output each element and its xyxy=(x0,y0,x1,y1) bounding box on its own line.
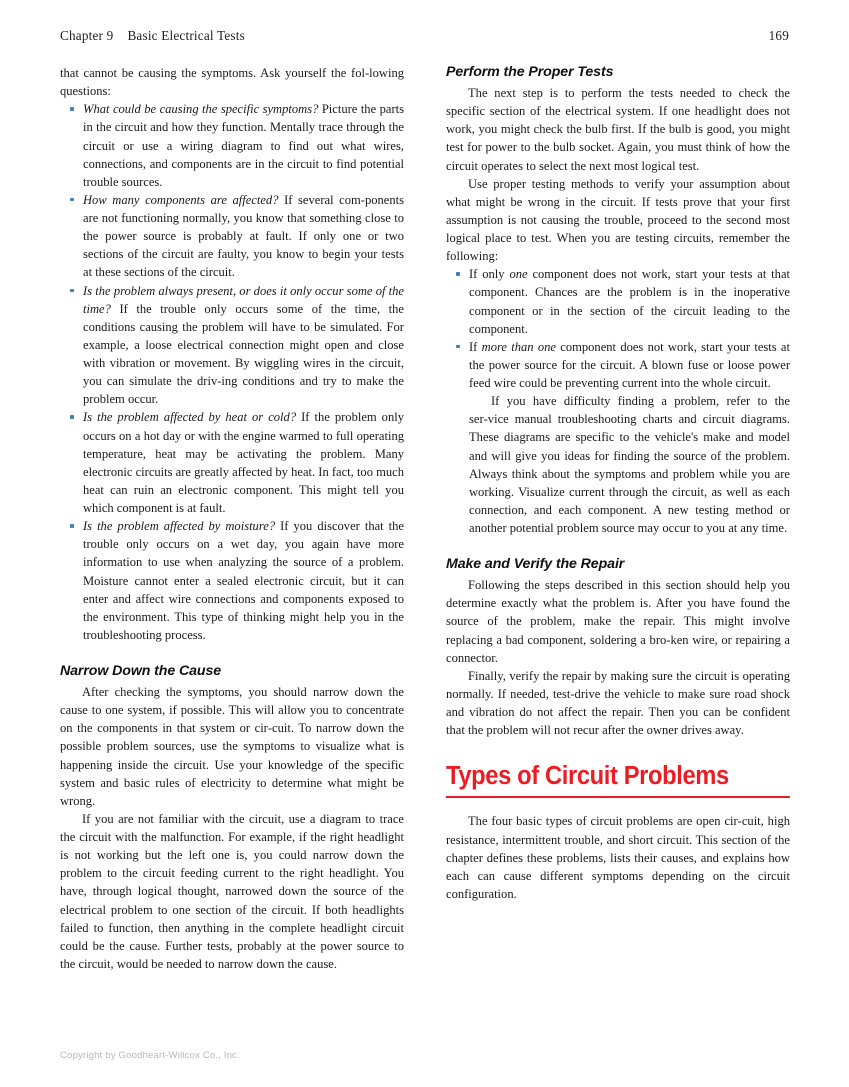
list-item xyxy=(60,100,404,191)
list-item-lead-in: Is the problem affected by heat or cold? xyxy=(83,410,297,425)
list-item-prefix: If only xyxy=(469,267,510,282)
left-column xyxy=(60,64,404,973)
page-number: 169 xyxy=(768,28,789,43)
list-item-body: Picture the parts in the circuit and how they function. Mentally trace through the circuit or use a wiring diagram to find out what wires, connections, and components are in the circuit to find potential trouble sources. xyxy=(83,102,404,189)
chapter-title: Basic Electrical Tests xyxy=(127,28,245,43)
bullet-dot-icon xyxy=(456,272,460,276)
list-item-lead-in: Is the problem affected by moisture? xyxy=(83,519,276,534)
carryover-paragraph: that cannot be causing the symptoms. Ask yourself the fol‑lowing questions: xyxy=(60,66,404,99)
paragraph: If you have difficulty finding a problem, refer to the ser‑vice manual troubleshooting charts and circuit diagrams. These diagrams are specific to the vehicle's make and model and will give you ideas for finding the source of the problem. Always think about the symptoms and problem while you are working. Visualize current through the circuit, as well as each connection, and each component. A new testing method or another potential problem source may occur to you at any time. xyxy=(469,394,790,536)
list-item xyxy=(60,191,404,282)
chapter-label: Chapter 9 xyxy=(60,28,114,43)
paragraph: Use proper testing methods to verify your assumption about what might be wrong in the circuit. If tests prove that your first assumption is not causing the trouble, proceed to the second most logical place to test. When you are testing circuits, remember the following: xyxy=(446,176,790,264)
paragraph: Following the steps described in this section should help you determine exactly what the problem is. After you have found the source of the problem, make the repair. This might involve replacing a bad component, soldering a bro‑ken wire, or repairing a connector. xyxy=(446,578,790,665)
diagnostic-questions-list xyxy=(60,100,404,644)
heading-rule-divider xyxy=(446,796,790,799)
bullet-dot-icon xyxy=(70,289,74,293)
paragraph: The four basic types of circuit problems are open cir‑cuit, high resistance, intermittent trouble, and short circuit. This section of the chapter defines these problems, lists their causes, and explains how each can cause different symptoms depending on the circuit configuration. xyxy=(446,814,790,901)
list-item-body: If the problem only occurs on a hot day or with the engine warmed to full operating temperature, heat may be activating the problem. Many electronic circuits are greatly affected by heat. In fact, too much heat can ruin an electronic component. This might tell you which component is at fault. xyxy=(83,410,404,515)
list-item xyxy=(60,517,404,644)
copyright-footer: Copyright by Goodheart-Willcox Co., Inc. xyxy=(60,1050,240,1061)
paragraph: If you are not familiar with the circuit, use a diagram to trace the circuit with the malfunction. For example, if the right headlight is not working but the left one is, you could narrow down the problem to the circuit feeding current to the right headlight. You have, through logical thought, narrowed down the source of the electrical problem to one section of the circuit. If both headlights failed to function, then anything in the complete headlight circuit could be the cause. Further tests, probably at the power source to the circuit, would be needed to narrow down the cause. xyxy=(60,811,404,971)
bullet-dot-icon xyxy=(456,345,460,349)
section-heading-types-of-circuit-problems: Types of Circuit Problems xyxy=(446,762,729,791)
list-item-body: If you discover that the trouble only occurs on a wet day, you again have more information to use when analyzing the source of a problem. Moisture cannot enter a sealed electronic circuit, but it can enter and affect wire connections and components exposed to the environment. This type of thinking might help you in the troubleshooting process. xyxy=(83,519,404,642)
list-item xyxy=(60,282,404,409)
major-section-heading-block xyxy=(446,763,790,798)
list-item-emphasis: one xyxy=(509,267,528,282)
section-heading-perform-the-proper-tests: Perform the Proper Tests xyxy=(446,64,614,80)
body-columns xyxy=(60,64,790,973)
list-item xyxy=(446,265,790,338)
bullet-dot-icon xyxy=(70,415,74,419)
bullet-dot-icon xyxy=(70,107,74,111)
right-column xyxy=(446,64,790,973)
paragraph: Finally, verify the repair by making sure the circuit is operating normally. If needed, test-drive the vehicle to make sure road shock and vibration do not affect the repair. Then you can be confident that the problem will not recur after the owner drives away. xyxy=(446,668,790,738)
paragraph: After checking the symptoms, you should narrow down the cause to one system, if possible. This will allow you to concentrate on the components in that system or cir‑cuit. To narrow down the possible problem sources, use the symptoms to visualize what is happening inside the circuit. Use your knowledge of the specific system and basic rules of electricity to determine what might be wrong. xyxy=(60,685,404,808)
running-head-left xyxy=(60,28,245,44)
list-item xyxy=(60,408,404,517)
paragraph: The next step is to perform the tests needed to check the specific section of the electrical system. If one headlight does not work, you might check the bulb first. If the bulb is good, you might test for power to the bulb socket. Again, you must think of how the circuit operates to select the next most logical test. xyxy=(446,86,790,173)
list-item-body: If several com‑ponents are not functioning normally, you know that something close to the power source is probably at fault. If only one or two sections of the circuit are faulty, you know to begin your tests at these sections of the circuit. xyxy=(83,192,404,280)
list-item-emphasis: more than one xyxy=(481,339,556,354)
list-item-prefix: If xyxy=(469,339,482,354)
list-item-lead-in: Is the problem always present, or does it only occur some of the time? xyxy=(83,283,404,316)
bullet-dot-icon xyxy=(70,524,74,528)
list-item-body: If the trouble only occurs some of the time, the conditions causing the problem will have to be simulated. For example, a loose electrical connection might open and close with vibration or movement. By wiggling wires in the circuit, you can simulate the driv‑ing conditions and try to make the problem occur. xyxy=(83,301,404,407)
running-head xyxy=(60,28,789,46)
list-item-body: component does not work, start your tests at that component. Chances are the problem is in the inoperative component or in the section of the circuit leading to the component. xyxy=(469,267,790,336)
bullet-dot-icon xyxy=(70,198,74,202)
section-heading-make-and-verify-the-repair: Make and Verify the Repair xyxy=(446,556,625,573)
section-heading-narrow-down-the-cause: Narrow Down the Cause xyxy=(60,663,222,679)
list-item-body: component does not work, start your tests at the power source for the circuit. A blown fuse or loose power feed wire could be preventing current into the whole circuit. xyxy=(469,339,790,391)
list-item xyxy=(446,338,790,392)
list-item-lead-in: How many components are affected? xyxy=(83,192,279,207)
list-item-lead-in: What could be causing the specific symptoms? xyxy=(83,102,319,117)
testing-reminders-list xyxy=(446,265,790,392)
